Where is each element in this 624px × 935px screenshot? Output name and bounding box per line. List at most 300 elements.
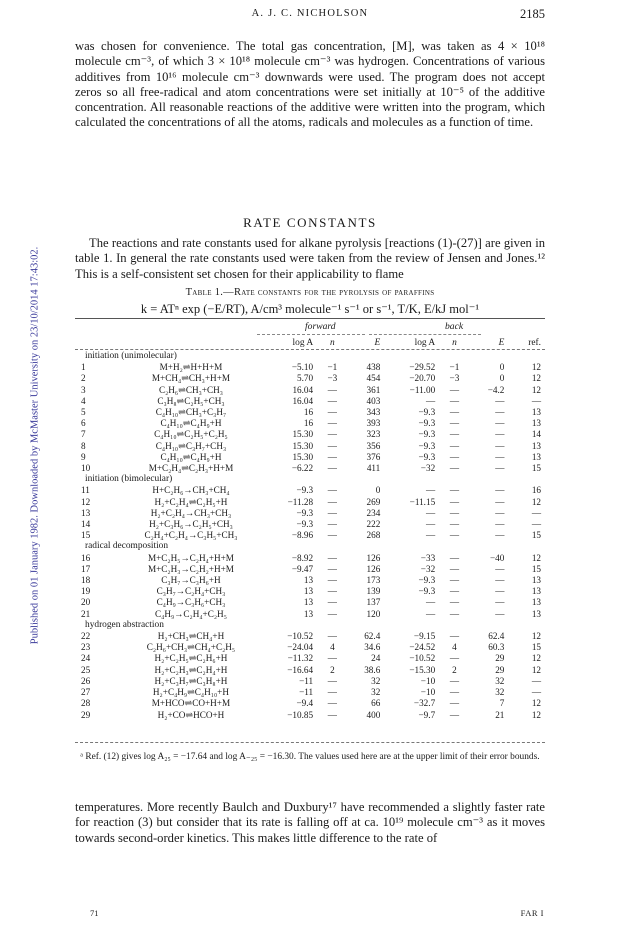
cell-log-a-forward: −6.22 <box>291 463 314 474</box>
cell-n-forward: — <box>327 507 337 518</box>
cell-number: 10 <box>81 463 91 474</box>
cell-reaction: M+C₂H₃→C₂H₂+H+M <box>147 563 234 574</box>
cell-e-forward: 24 <box>371 653 381 664</box>
cell-log-a-forward: −5.10 <box>291 362 314 373</box>
cell-reaction: M+CH₄⇌CH₃+H+M <box>151 373 231 384</box>
cell-number: 17 <box>81 563 91 574</box>
cell-log-a-forward: 13 <box>303 586 314 597</box>
footer-right: FAR I <box>520 908 544 918</box>
rate-constants-table <box>75 337 545 721</box>
cell-log-a-back: −10 <box>420 687 436 698</box>
cell-log-a-back: −11.15 <box>409 496 436 507</box>
cell-number: 26 <box>81 675 91 686</box>
cell-e-back: — <box>495 608 505 619</box>
cell-ref: — <box>531 507 541 518</box>
category-cell <box>75 620 545 631</box>
cell-e-back: 29 <box>495 664 505 675</box>
table-top-rule <box>75 318 545 319</box>
cell-n-back: — <box>449 440 460 451</box>
table-row <box>75 407 545 418</box>
cell-e-forward: 376 <box>366 451 381 462</box>
table-row <box>75 586 545 597</box>
table-row <box>75 373 545 384</box>
cell-log-a-back: −32.7 <box>413 698 436 709</box>
cell-n-back: 2 <box>452 664 457 675</box>
cell-e-forward: 137 <box>366 597 381 608</box>
cell-n-back: — <box>449 407 460 418</box>
cell-n-back: — <box>449 675 460 686</box>
cell-number: 8 <box>81 440 86 451</box>
cell-n-forward: — <box>327 653 337 664</box>
paragraph-intro-text: was chosen for convenience. The total gas concentration, [M], was taken as 4 × 10¹⁸ molecule cm⁻³, of which 3 × 10¹⁸ molecule cm⁻³ was hydrogen. Concentrations of various additives from 10¹⁶ molecule cm⁻³ downwards were used. The program does not accept zeros so all free-radical and atom concentrations were set initially at 10⁻⁵ of the additive concentration. All reasonable reactions of the additive were written into the program, which calculated the concentrations of all the atoms, radicals and molecules as a function of time. <box>75 39 545 130</box>
cell-e-forward: 32 <box>371 675 381 686</box>
cell-number: 12 <box>81 496 91 507</box>
table-caption-text: —Rate constants for the pyrolysis of paraffins <box>223 287 435 298</box>
table-formula: k = ATⁿ exp (−E/RT), A/cm³ molecule⁻¹ s⁻¹ or s⁻¹, T/K, E/kJ mol⁻¹ <box>140 302 480 316</box>
col-log-a-back: log A <box>414 338 436 349</box>
cell-n-back: −3 <box>449 373 460 384</box>
cell-e-forward: 38.6 <box>364 664 381 675</box>
cell-log-a-back: −9.3 <box>418 586 436 597</box>
table-row <box>75 642 545 653</box>
table-row <box>75 564 545 575</box>
cell-ref: 15 <box>531 530 541 541</box>
cell-e-forward: 269 <box>366 496 381 507</box>
cell-log-a-forward: −24.04 <box>287 642 314 653</box>
cell-ref: 12 <box>531 384 541 395</box>
back-group-rule <box>369 334 481 335</box>
table-caption <box>75 286 545 298</box>
cell-n-forward: — <box>327 384 337 395</box>
cell-reaction: C₄H₉→C₃H₆+CH₃ <box>156 597 226 608</box>
table-body <box>75 351 545 721</box>
cell-number: 23 <box>81 642 91 653</box>
cell-log-a-forward: −8.92 <box>291 552 314 563</box>
running-authors: A. J. C. NICHOLSON <box>251 8 369 19</box>
cell-e-back: 32 <box>495 687 505 698</box>
cell-log-a-forward: −10.85 <box>287 709 314 720</box>
cell-reaction: C₄H₁₀⇌C₄H₉+H <box>160 451 222 462</box>
cell-number: 20 <box>81 597 91 608</box>
cell-ref: 16 <box>531 485 541 496</box>
category-cell <box>75 541 545 552</box>
cell-e-forward: 0 <box>375 485 381 496</box>
cell-log-a-forward: 13 <box>303 575 314 586</box>
table-row <box>75 710 545 721</box>
cell-log-a-back: −11.00 <box>409 384 436 395</box>
col-e-back: E <box>498 338 505 349</box>
cell-e-back: 0 <box>499 373 505 384</box>
cell-e-back: — <box>495 485 505 496</box>
cell-e-back: — <box>495 451 505 462</box>
table-row <box>75 362 545 373</box>
cell-number: 7 <box>81 429 86 440</box>
table-row <box>75 497 545 508</box>
cell-reaction: H₂+C₂H₃⇌C₂H₄+H <box>154 664 228 675</box>
cell-n-back: — <box>449 608 460 619</box>
category-cell <box>75 474 545 485</box>
cell-number: 6 <box>81 418 86 429</box>
cell-reaction: H₂+C₃H₆→C₂H₅+CH₃ <box>149 519 233 530</box>
cell-reaction: C₄H₁₀⇌CH₃+C₃H₇ <box>155 407 227 418</box>
cell-log-a-back: −9.3 <box>418 575 436 586</box>
cell-reaction: C₄H₁₀⇌C₂H₅+C₂H₅ <box>154 429 228 440</box>
cell-n-forward: — <box>327 530 337 541</box>
cell-e-forward: 66 <box>371 698 381 709</box>
cell-n-back: — <box>449 597 460 608</box>
cell-log-a-forward: 13 <box>303 597 314 608</box>
cell-log-a-back: −9.3 <box>418 451 436 462</box>
paragraph-intro <box>75 39 545 131</box>
cell-number: 18 <box>81 575 91 586</box>
cell-ref: 15 <box>531 642 541 653</box>
cell-n-forward: — <box>327 395 337 406</box>
cell-e-back: 32 <box>495 675 505 686</box>
cell-reaction: C₃H₇→C₂H₄+CH₃ <box>156 586 226 597</box>
cell-n-back: — <box>449 575 460 586</box>
cell-n-back: — <box>449 687 460 698</box>
cell-e-back: 60.3 <box>488 642 505 653</box>
cell-log-a-forward: −9.3 <box>296 485 314 496</box>
cell-e-forward: 32 <box>371 687 381 698</box>
cell-reaction: C₂H₆+CH₃⇌CH₄+C₂H₅ <box>146 642 236 653</box>
cell-ref: 13 <box>531 608 541 619</box>
table-category-row <box>75 474 545 485</box>
cell-n-back: — <box>449 563 460 574</box>
cell-n-forward: — <box>327 485 337 496</box>
cell-log-a-back: −32 <box>420 563 436 574</box>
cell-ref: 14 <box>531 429 541 440</box>
cell-ref: — <box>531 519 541 530</box>
cell-reaction: H₂+CO⇌HCO+H <box>157 709 225 720</box>
cell-n-forward: — <box>327 407 337 418</box>
table-caption-label: Table 1. <box>185 287 224 298</box>
cell-ref: — <box>531 395 541 406</box>
cell-n-back: — <box>449 631 460 642</box>
table-bottom-rule <box>75 742 545 743</box>
cell-e-back: — <box>495 429 505 440</box>
cell-log-a-forward: −9.3 <box>296 507 314 518</box>
cell-number: 11 <box>81 485 90 496</box>
cell-n-back: — <box>449 429 460 440</box>
table-footnote: ᵃ Ref. (12) gives log A₂₅ = −17.64 and log A₋₂₅ = −16.30. The values used here are at the upper limit of their error bounds. <box>80 752 540 762</box>
cell-ref: 15 <box>531 563 541 574</box>
table-row <box>75 687 545 698</box>
cell-e-back: 62.4 <box>488 631 505 642</box>
table-row <box>75 631 545 642</box>
table-row <box>75 385 545 396</box>
cell-log-a-back: −10 <box>420 675 436 686</box>
cell-e-forward: 393 <box>366 418 381 429</box>
cell-reaction: M+H₂⇌H+H+M <box>159 362 223 373</box>
table-row <box>75 508 545 519</box>
cell-e-back: −40 <box>490 552 505 563</box>
table-row <box>75 485 545 496</box>
cell-e-back: — <box>495 575 505 586</box>
table-row <box>75 396 545 407</box>
cell-e-forward: 173 <box>366 575 381 586</box>
cell-e-back: 0 <box>499 362 505 373</box>
cell-log-a-back: −9.15 <box>413 631 436 642</box>
cell-e-back: — <box>495 507 505 518</box>
cell-n-back: — <box>449 463 460 474</box>
cell-number: 9 <box>81 451 86 462</box>
cell-e-forward: 323 <box>366 429 381 440</box>
cell-n-back: — <box>449 698 460 709</box>
col-n-forward: n <box>330 338 335 349</box>
paragraph-continuation-text: temperatures. More recently Baulch and Duxbury¹⁷ have recommended a slightly faster rate for reaction (3) but consider that its rate is falling off at ca. 10¹⁹ molecule cm⁻³ as it moves towards second-order kinetics. This makes little difference to the rate of <box>75 800 545 845</box>
cell-log-a-back: −29.52 <box>409 362 436 373</box>
col-e-forward: E <box>374 338 381 349</box>
footer-left: 71 <box>90 908 99 918</box>
cell-e-back: 7 <box>499 698 505 709</box>
cell-ref: 12 <box>531 631 541 642</box>
cell-reaction: H₂+C₂H₄→CH₃+CH₃ <box>150 507 232 518</box>
table-row <box>75 429 545 440</box>
cell-e-forward: 356 <box>366 440 381 451</box>
cell-e-back: — <box>495 563 505 574</box>
category-title: radical decomposition <box>85 541 169 552</box>
paragraph-rate-constants <box>75 236 545 282</box>
cell-n-forward: — <box>327 429 337 440</box>
cell-log-a-back: — <box>425 485 436 496</box>
section-heading: RATE CONSTANTS <box>243 215 377 230</box>
cell-ref: 12 <box>531 362 541 373</box>
cell-log-a-back: — <box>425 395 436 406</box>
cell-n-forward: — <box>327 575 337 586</box>
cell-e-back: — <box>495 407 505 418</box>
paragraph-rate-constants-text: The reactions and rate constants used for alkane pyrolysis [reactions (1)-(27)] are given in table 1. In general the rate constants used were taken from the review of Jensen and Jones.¹² This is a self-consistent set chosen for their applicability to flame <box>75 236 545 281</box>
cell-n-forward: — <box>327 451 337 462</box>
cell-n-back: — <box>449 653 460 664</box>
cell-n-back: — <box>449 496 460 507</box>
cell-log-a-back: −32 <box>420 463 436 474</box>
cell-ref: 12 <box>531 496 541 507</box>
cell-ref: 13 <box>531 407 541 418</box>
cell-log-a-back: −10.52 <box>409 653 436 664</box>
cell-e-forward: 454 <box>366 373 381 384</box>
cell-e-forward: 343 <box>366 407 381 418</box>
cell-log-a-back: — <box>425 507 436 518</box>
cell-ref: 15 <box>531 463 541 474</box>
cell-e-back: 21 <box>495 709 505 720</box>
group-header-forward: forward <box>305 321 336 332</box>
cell-e-forward: 126 <box>366 563 381 574</box>
cell-log-a-forward: 16.04 <box>292 384 314 395</box>
cell-n-back: — <box>449 485 460 496</box>
table-row <box>75 418 545 429</box>
cell-n-forward: — <box>327 552 337 563</box>
cell-log-a-back: — <box>425 608 436 619</box>
cell-e-forward: 34.6 <box>364 642 381 653</box>
cell-log-a-forward: −8.96 <box>291 530 314 541</box>
group-header-back: back <box>445 321 464 332</box>
cell-number: 13 <box>81 507 91 518</box>
cell-log-a-back: −9.3 <box>418 440 436 451</box>
cell-log-a-forward: 16 <box>303 418 314 429</box>
category-title: initiation (unimolecular) <box>85 351 177 361</box>
cell-number: 27 <box>81 687 91 698</box>
table-row <box>75 441 545 452</box>
category-cell <box>75 351 545 362</box>
cell-e-back: — <box>495 586 505 597</box>
cell-n-back: — <box>449 586 460 597</box>
cell-log-a-forward: 13 <box>303 608 314 619</box>
cell-reaction: M+HCO⇌CO+H+M <box>151 698 231 709</box>
cell-reaction: H₂+C₄H₉⇌C₄H₁₀+H <box>152 687 229 698</box>
cell-n-forward: — <box>327 463 337 474</box>
cell-e-forward: 234 <box>366 507 381 518</box>
cell-e-back: — <box>495 463 505 474</box>
table-row <box>75 519 545 530</box>
cell-reaction: C₄H₁₀⇌C₃H₇+CH₃ <box>155 440 227 451</box>
page-number: 2185 <box>520 7 545 21</box>
cell-n-forward: 2 <box>330 664 335 675</box>
cell-log-a-back: −9.3 <box>418 418 436 429</box>
cell-n-back: −1 <box>449 362 460 373</box>
cell-number: 21 <box>81 608 91 619</box>
cell-n-back: — <box>449 709 460 720</box>
cell-ref: 12 <box>531 552 541 563</box>
download-watermark: Published on 01 January 1982. Downloaded by McMaster University on 23/10/2014 17:43:02. <box>29 246 41 645</box>
cell-e-forward: 403 <box>366 395 381 406</box>
cell-number: 25 <box>81 664 91 675</box>
cell-n-back: — <box>449 552 460 563</box>
cell-n-forward: — <box>327 709 337 720</box>
cell-log-a-back: −33 <box>420 552 436 563</box>
paragraph-continuation <box>75 800 545 846</box>
cell-ref: — <box>531 687 541 698</box>
cell-ref: 12 <box>531 653 541 664</box>
cell-number: 24 <box>81 653 91 664</box>
cell-log-a-forward: 15.30 <box>292 451 314 462</box>
cell-log-a-forward: 15.30 <box>292 440 314 451</box>
cell-n-back: 4 <box>452 642 457 653</box>
cell-reaction: C₂H₄+C₂H₄→C₃H₅+CH₃ <box>144 530 238 541</box>
table-row <box>75 575 545 586</box>
cell-ref: 12 <box>531 698 541 709</box>
cell-number: 4 <box>81 395 86 406</box>
cell-number: 29 <box>81 709 91 720</box>
cell-n-forward: — <box>327 698 337 709</box>
cell-reaction: C₄H₁₀⇌C₄H₉+H <box>160 418 222 429</box>
cell-e-forward: 139 <box>366 586 381 597</box>
cell-n-forward: — <box>327 586 337 597</box>
cell-n-back: — <box>449 418 460 429</box>
cell-ref: — <box>531 675 541 686</box>
cell-n-forward: — <box>327 496 337 507</box>
cell-number: 19 <box>81 586 91 597</box>
cell-n-back: — <box>449 530 460 541</box>
table-row <box>75 665 545 676</box>
table-row <box>75 530 545 541</box>
col-log-a-forward: log A <box>292 338 314 349</box>
cell-e-forward: 438 <box>366 362 381 373</box>
cell-log-a-forward: −9.4 <box>296 698 314 709</box>
cell-number: 15 <box>81 530 91 541</box>
cell-n-forward: −1 <box>327 362 338 373</box>
cell-log-a-back: — <box>425 530 436 541</box>
cell-n-forward: — <box>327 418 337 429</box>
cell-log-a-forward: −9.3 <box>296 519 314 530</box>
cell-e-back: — <box>495 440 505 451</box>
cell-number: 16 <box>81 552 91 563</box>
cell-number: 28 <box>81 698 91 709</box>
cell-n-forward: — <box>327 608 337 619</box>
cell-log-a-back: −9.7 <box>418 709 436 720</box>
cell-n-forward: — <box>327 631 337 642</box>
cell-log-a-forward: −11 <box>299 675 314 686</box>
cell-number: 22 <box>81 631 91 642</box>
category-title: hydrogen abstraction <box>85 619 164 630</box>
cell-ref: 13 <box>531 418 541 429</box>
cell-number: 5 <box>81 407 86 418</box>
cell-reaction: H₂+C₃H₇⇌C₃H₈+H <box>154 675 228 686</box>
cell-e-back: — <box>495 496 505 507</box>
cell-e-back: — <box>495 530 505 541</box>
cell-log-a-back: −9.3 <box>418 407 436 418</box>
cell-log-a-forward: 5.70 <box>297 373 314 384</box>
cell-log-a-back: −9.3 <box>418 429 436 440</box>
cell-e-back: — <box>495 418 505 429</box>
col-ref: ref. <box>528 338 541 349</box>
cell-log-a-back: −15.30 <box>409 664 436 675</box>
cell-e-forward: 268 <box>366 530 381 541</box>
cell-number: 2 <box>81 373 86 384</box>
table-category-row <box>75 541 545 552</box>
cell-e-forward: 120 <box>366 608 381 619</box>
cell-log-a-forward: −11.28 <box>287 496 314 507</box>
cell-reaction: H₂+C₂H₅⇌C₂H₆+H <box>154 653 228 664</box>
cell-ref: 12 <box>531 373 541 384</box>
cell-ref: 13 <box>531 451 541 462</box>
cell-n-forward: 4 <box>330 642 335 653</box>
cell-n-forward: −3 <box>327 373 338 384</box>
cell-reaction: M+C₂H₄⇌C₂H₃+H+M <box>148 463 234 474</box>
cell-log-a-forward: 15.30 <box>292 429 314 440</box>
cell-number: 1 <box>81 362 86 373</box>
cell-ref: 13 <box>531 597 541 608</box>
cell-e-back: — <box>495 395 505 406</box>
cell-reaction: C₂H₆⇌CH₃+CH₃ <box>158 384 223 395</box>
table-row <box>75 676 545 687</box>
table-row <box>75 653 545 664</box>
table-row <box>75 609 545 620</box>
cell-e-forward: 400 <box>366 709 381 720</box>
forward-group-rule <box>257 334 365 335</box>
cell-e-back: — <box>495 597 505 608</box>
cell-log-a-forward: −9.47 <box>291 563 314 574</box>
cell-ref: 13 <box>531 440 541 451</box>
cell-n-forward: — <box>327 519 337 530</box>
cell-n-forward: — <box>327 675 337 686</box>
table-row <box>75 452 545 463</box>
cell-reaction: C₃H₈⇌C₂H₅+CH₃ <box>157 395 225 406</box>
cell-reaction: C₃H₇→C₃H₆+H <box>161 575 221 586</box>
table-row <box>75 597 545 608</box>
cell-log-a-forward: 16.04 <box>292 395 314 406</box>
cell-log-a-back: — <box>425 519 436 530</box>
cell-reaction: H₂+C₂H₄⇌C₂H₅+H <box>154 496 228 507</box>
cell-ref: 13 <box>531 586 541 597</box>
cell-log-a-forward: −11.32 <box>287 653 314 664</box>
col-n-back: n <box>452 338 457 349</box>
cell-reaction: H+C₂H₆→CH₃+CH₄ <box>152 485 230 496</box>
cell-e-forward: 62.4 <box>364 631 381 642</box>
cell-log-a-forward: −16.64 <box>287 664 314 675</box>
cell-e-forward: 361 <box>366 384 381 395</box>
table-category-row <box>75 620 545 631</box>
